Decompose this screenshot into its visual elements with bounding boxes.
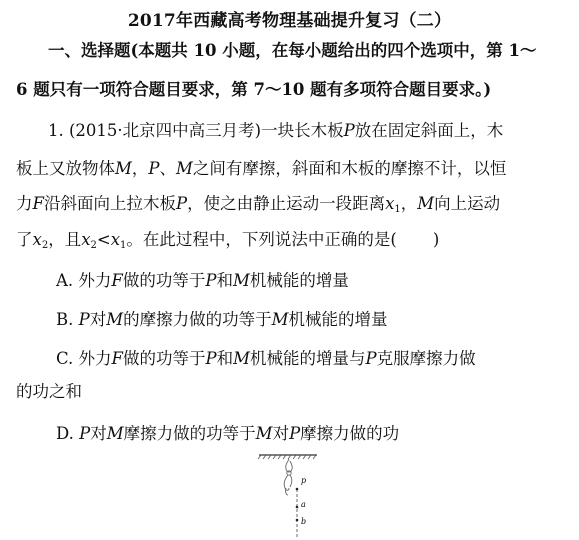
option-text: 克服摩擦力做 [376,349,476,368]
option-a [56,267,349,291]
question-1-line-4 [16,230,565,256]
var-M: M [255,424,273,443]
question-text: 一块长木板 [261,121,344,140]
var-M: M [232,271,250,290]
subscript-2: 2 [41,240,49,251]
option-c-continued: 的功之和 [16,382,82,401]
var-x: x [32,230,42,249]
question-1-line-1 [48,121,565,141]
option-text: 做的功等于 [123,349,206,368]
var-M: M [417,194,435,213]
var-P: P [289,424,301,443]
var-P: P [205,271,217,290]
label-a: a [301,500,306,509]
question-text: 之间有摩擦，斜面和木板的摩擦不计，以恒 [192,159,507,178]
var-M: M [233,349,251,368]
option-label: B. [56,310,74,329]
less-than: < [96,230,111,249]
question-text: 板上又放物体 [16,159,115,178]
option-text: 外力 [78,271,112,290]
question-number: 1. [48,121,64,140]
section-header-line-2: 6 题只有一项符合题目要求，第 7～10 题有多项符合题目要求。) [16,80,492,99]
subscript-2: 2 [90,240,97,251]
option-label: C. [56,349,74,368]
jumper-icon [284,459,292,495]
var-M: M [176,159,193,178]
question-1-line-3 [16,194,565,220]
option-text: 机械能的增量与 [250,349,366,368]
question-text: 放在固定斜面上，木 [354,121,504,140]
var-x: x [81,230,91,249]
var-P: P [343,121,355,140]
option-text: 和 [216,271,233,290]
option-text: 对 [89,310,107,329]
var-F: F [111,271,123,290]
option-label: A. [56,271,74,290]
var-M: M [271,310,289,329]
question-text: 了 [16,230,33,249]
section-header-line-1: 一、选择题(本题共 10 小题，在每小题给出的四个选项中，第 1～ [48,41,537,60]
option-b [56,306,388,330]
question-text: ， [131,159,149,178]
var-M: M [115,159,132,178]
var-P: P [365,349,377,368]
option-text: 对 [272,424,290,443]
question-text: ) [432,230,440,249]
question-text: 、 [159,159,177,178]
question-1-line-2 [16,159,565,179]
option-text: 的摩擦力做的功等于 [123,310,272,329]
var-M: M [106,310,124,329]
label-p: p [301,476,307,485]
var-P: P [205,349,217,368]
option-text: 机械能的增量 [249,271,349,290]
point-b [296,519,299,522]
physics-figure [255,453,325,540]
ceiling-hatching [258,455,316,459]
question-text: ，且 [48,230,82,249]
option-c [56,345,476,369]
question-text: 。在此过程中，下列说法中正确的是( [126,230,397,249]
option-text: 摩擦力做的功等于 [123,424,256,443]
var-x: x [110,230,121,249]
point-p [296,488,299,491]
option-text: 对 [90,424,107,443]
var-x: x [385,194,395,213]
var-M: M [106,424,124,443]
question-text: ， [400,194,418,213]
label-b: b [301,517,307,526]
option-text: 摩擦力做的功 [300,424,400,443]
var-F: F [32,194,44,213]
subscript-1: 1 [394,204,401,215]
option-d [56,420,399,444]
point-a [296,506,299,509]
question-source: (2015·北京四中高三月考) [69,121,262,140]
var-P: P [148,159,160,178]
question-text: ，使之由静止运动一段距离 [187,194,386,213]
option-text: 做的功等于 [122,271,206,290]
question-text: 向上运动 [434,194,501,213]
page-title: 2017年西藏高考物理基础提升复习（二） [127,11,452,31]
question-text: 力 [16,194,33,213]
var-F: F [111,349,123,368]
option-text: 和 [216,349,234,368]
option-text: 机械能的增量 [288,310,388,329]
option-text: 外力 [78,349,112,368]
var-P: P [79,424,91,443]
subscript-1: 1 [120,240,127,251]
option-label: D. [56,424,74,443]
question-text: 沿斜面向上拉木板 [43,194,176,213]
var-P: P [78,310,90,329]
var-P: P [175,194,188,213]
